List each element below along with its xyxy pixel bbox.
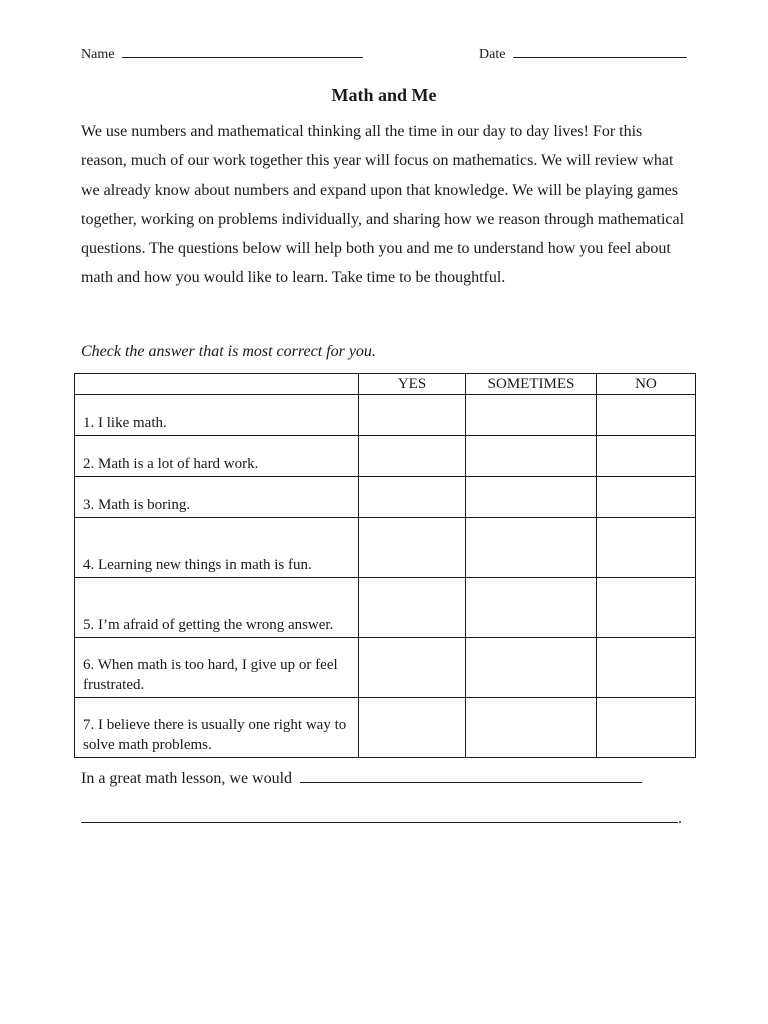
closing-prompt-text: In a great math lesson, we would [81,770,293,787]
answer-cell-sometimes[interactable] [466,518,597,578]
closing-answer-line-1[interactable] [300,768,642,783]
name-label: Name [81,47,115,62]
answer-cell-no[interactable] [597,638,696,698]
header-question-cell [75,374,359,395]
date-label: Date [479,47,506,62]
table-header-row [75,374,696,395]
answer-cell-yes[interactable] [359,395,466,436]
table-row [75,477,696,518]
table-row [75,436,696,477]
closing-line-2 [81,808,682,830]
answer-cell-sometimes[interactable] [466,638,597,698]
question-text: 3. Math is boring. [75,477,359,518]
answer-cell-yes[interactable] [359,698,466,758]
name-blank-line[interactable] [122,44,363,58]
header-no: NO [597,374,696,395]
question-text: 2. Math is a lot of hard work. [75,436,359,477]
answer-cell-yes[interactable] [359,578,466,638]
question-text: 1. I like math. [75,395,359,436]
answer-cell-yes[interactable] [359,477,466,518]
intro-paragraph: We use numbers and mathematical thinking all the time in our day to day lives! For this reason, much of our work together this year will focus on mathematics. We will review what we already know about numbers and expand upon that knowledge. We will be playing games together, working on problems individually, and sharing how we reason through mathematical questions. The questions below will help both you and me to understand how you feel about math and how you would like to learn. Take time to be thoughtful. [81,123,685,287]
answer-cell-sometimes[interactable] [466,395,597,436]
answer-cell-yes[interactable] [359,436,466,477]
answer-cell-sometimes[interactable] [466,578,597,638]
page-title: Math and Me [331,85,437,105]
answer-cell-sometimes[interactable] [466,436,597,477]
table-row [75,518,696,578]
closing-answer-line-2[interactable] [81,808,678,823]
table-row [75,578,696,638]
closing-prompt [81,768,642,790]
date-field [479,44,687,64]
question-text: 4. Learning new things in math is fun. [75,518,359,578]
answer-cell-no[interactable] [597,578,696,638]
question-text: 5. I’m afraid of getting the wrong answer. [75,578,359,638]
name-field [81,44,363,64]
answer-cell-sometimes[interactable] [466,698,597,758]
closing-end-mark: . [678,810,682,827]
question-text: 7. I believe there is usually one right way to solve math problems. [75,698,359,758]
answer-cell-sometimes[interactable] [466,477,597,518]
answer-cell-no[interactable] [597,395,696,436]
answer-cell-yes[interactable] [359,638,466,698]
answer-cell-no[interactable] [597,436,696,477]
date-blank-line[interactable] [513,44,687,58]
question-text: 6. When math is too hard, I give up or feel frustrated. [75,638,359,698]
table-row [75,698,696,758]
header-yes: YES [359,374,466,395]
header-sometimes: SOMETIMES [466,374,597,395]
table-row [75,638,696,698]
answer-cell-no[interactable] [597,477,696,518]
answer-cell-no[interactable] [597,698,696,758]
table-row [75,395,696,436]
answer-cell-yes[interactable] [359,518,466,578]
survey-table [74,373,696,758]
answer-cell-no[interactable] [597,518,696,578]
instruction-text: Check the answer that is most correct for you. [81,343,376,360]
